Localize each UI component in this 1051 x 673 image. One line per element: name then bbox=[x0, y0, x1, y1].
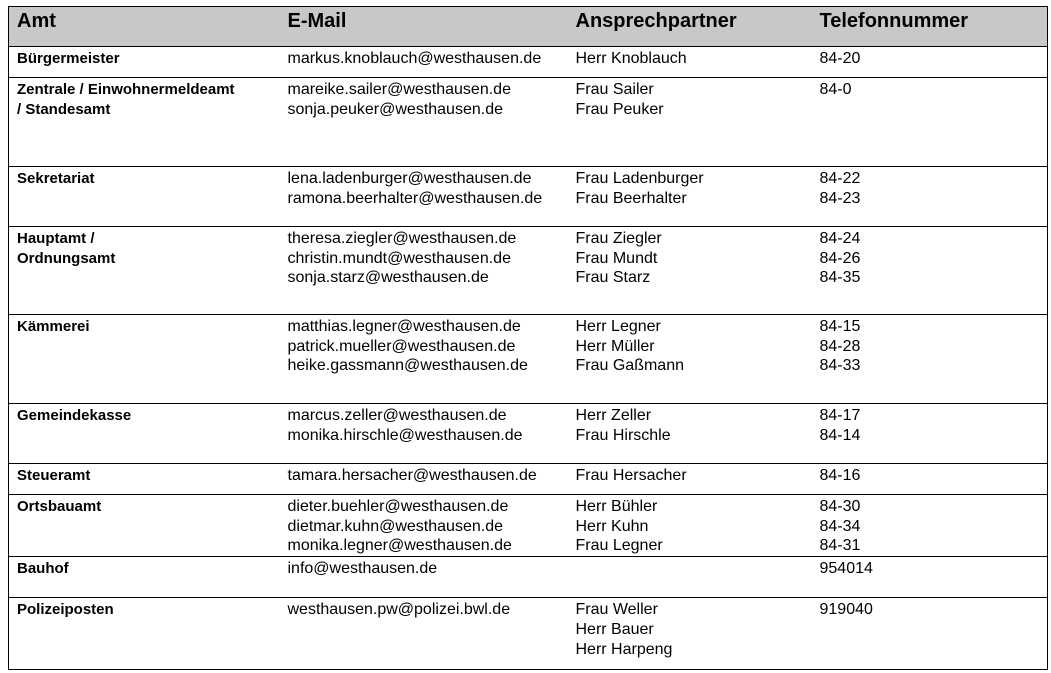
email-link[interactable]: sonja.peuker@westhausen.de bbox=[287, 100, 503, 118]
email-cell bbox=[280, 78, 568, 167]
email-link[interactable]: mareike.sailer@westhausen.de bbox=[287, 81, 511, 98]
phone-number: 84-30 bbox=[819, 498, 861, 515]
amt-line: Sekretariat bbox=[17, 170, 95, 187]
phone-cell bbox=[812, 495, 1048, 557]
amt-line: Gemeindekasse bbox=[17, 407, 132, 424]
amt-cell bbox=[9, 167, 280, 227]
contact-cell bbox=[568, 167, 812, 227]
contact-cell bbox=[568, 557, 812, 598]
phone-number: 84-26 bbox=[819, 249, 861, 267]
email-cell bbox=[280, 227, 568, 315]
contact-cell bbox=[568, 315, 812, 404]
contact-name: Herr Bühler bbox=[575, 498, 658, 515]
header-amt: Amt bbox=[9, 7, 280, 47]
amt-cell bbox=[9, 557, 280, 598]
email-cell bbox=[280, 598, 568, 670]
email-link[interactable]: marcus.zeller@westhausen.de bbox=[287, 407, 507, 424]
header-contact: Ansprechpartner bbox=[568, 7, 812, 47]
contact-cell bbox=[568, 464, 812, 495]
phone-cell bbox=[812, 315, 1048, 404]
email-link[interactable]: info@westhausen.de bbox=[287, 560, 438, 578]
email-link[interactable]: lena.ladenburger@westhausen.de bbox=[287, 170, 532, 187]
email-link[interactable]: ramona.beerhalter@westhausen.de bbox=[287, 189, 543, 207]
email-cell bbox=[280, 404, 568, 464]
contact-name: Frau Beerhalter bbox=[575, 189, 687, 207]
table-row bbox=[9, 227, 1048, 315]
contact-name: Herr Legner bbox=[575, 318, 661, 335]
table-row bbox=[9, 315, 1048, 404]
contact-cell bbox=[568, 47, 812, 78]
header-row bbox=[9, 7, 1048, 47]
email-link[interactable]: monika.hirschle@westhausen.de bbox=[287, 426, 523, 444]
contact-name: Frau Mundt bbox=[575, 249, 658, 267]
contact-name: Frau Hersacher bbox=[575, 467, 687, 484]
email-cell bbox=[280, 47, 568, 78]
email-link[interactable]: dietmar.kuhn@westhausen.de bbox=[287, 517, 503, 535]
phone-cell bbox=[812, 404, 1048, 464]
phone-number: 84-33 bbox=[819, 357, 861, 375]
email-cell bbox=[280, 557, 568, 598]
amt-cell bbox=[9, 78, 280, 167]
phone-number: 84-17 bbox=[819, 407, 861, 424]
phone-cell bbox=[812, 557, 1048, 598]
email-link[interactable]: dieter.buehler@westhausen.de bbox=[287, 498, 509, 515]
contact-name: Herr Bauer bbox=[575, 620, 654, 638]
email-cell bbox=[280, 167, 568, 227]
amt-line: Bauhof bbox=[17, 560, 69, 578]
phone-number: 919040 bbox=[819, 601, 873, 619]
amt-line: Bürgermeister bbox=[17, 50, 120, 67]
contact-name: Frau Starz bbox=[575, 269, 651, 287]
contact-cell bbox=[568, 598, 812, 670]
table-row bbox=[9, 78, 1048, 167]
table-row bbox=[9, 557, 1048, 598]
phone-cell bbox=[812, 464, 1048, 495]
phone-number: 84-20 bbox=[819, 50, 861, 67]
phone-number: 84-35 bbox=[819, 269, 861, 287]
contact-name: Frau Sailer bbox=[575, 81, 654, 98]
contact-name: Herr Kuhn bbox=[575, 517, 649, 535]
contact-name: Frau Weller bbox=[575, 601, 658, 619]
contact-name: Herr Zeller bbox=[575, 407, 652, 424]
email-cell bbox=[280, 315, 568, 404]
email-link[interactable]: patrick.mueller@westhausen.de bbox=[287, 337, 516, 355]
email-cell bbox=[280, 464, 568, 495]
phone-cell bbox=[812, 598, 1048, 670]
table-row bbox=[9, 47, 1048, 78]
table-row bbox=[9, 464, 1048, 495]
phone-number: 84-34 bbox=[819, 517, 861, 535]
phone-number: 84-28 bbox=[819, 337, 861, 355]
phone-number: 84-14 bbox=[819, 426, 861, 444]
email-link[interactable]: monika.legner@westhausen.de bbox=[287, 537, 512, 555]
table-row bbox=[9, 495, 1048, 557]
header-phone: Telefonnummer bbox=[812, 7, 1048, 47]
phone-number: 84-15 bbox=[819, 318, 861, 335]
amt-cell bbox=[9, 47, 280, 78]
contact-name: Herr Müller bbox=[575, 337, 655, 355]
contact-cell bbox=[568, 495, 812, 557]
email-link[interactable]: theresa.ziegler@westhausen.de bbox=[287, 230, 517, 247]
email-link[interactable]: markus.knoblauch@westhausen.de bbox=[287, 50, 542, 67]
header-email: E-Mail bbox=[280, 7, 568, 47]
phone-cell bbox=[812, 167, 1048, 227]
amt-cell bbox=[9, 227, 280, 315]
amt-line: / Standesamt bbox=[17, 100, 111, 118]
amt-line: Ortsbauamt bbox=[17, 498, 102, 515]
amt-cell bbox=[9, 464, 280, 495]
phone-number: 84-16 bbox=[819, 467, 861, 484]
phone-cell bbox=[812, 227, 1048, 315]
phone-number: 84-22 bbox=[819, 170, 861, 187]
contact-name: Frau Gaßmann bbox=[575, 357, 684, 375]
phone-number: 84-23 bbox=[819, 189, 861, 207]
amt-line: Steueramt bbox=[17, 467, 91, 484]
email-link[interactable]: sonja.starz@westhausen.de bbox=[287, 269, 489, 287]
contact-name: Frau Hirschle bbox=[575, 426, 671, 444]
amt-line: Hauptamt / bbox=[17, 230, 95, 247]
table-row bbox=[9, 167, 1048, 227]
phone-number: 84-0 bbox=[819, 81, 852, 98]
contact-cell bbox=[568, 78, 812, 167]
amt-cell bbox=[9, 315, 280, 404]
amt-cell bbox=[9, 495, 280, 557]
table-row bbox=[9, 404, 1048, 464]
contact-name: Frau Ladenburger bbox=[575, 170, 704, 187]
phone-cell bbox=[812, 78, 1048, 167]
contact-name: Frau Peuker bbox=[575, 100, 664, 118]
email-link[interactable]: westhausen.pw@polizei.bwl.de bbox=[287, 601, 511, 619]
contact-directory-table bbox=[8, 6, 1048, 670]
contact-cell bbox=[568, 404, 812, 464]
phone-number: 84-31 bbox=[819, 537, 861, 555]
email-cell bbox=[280, 495, 568, 557]
contact-cell bbox=[568, 227, 812, 315]
contact-name: Frau Ziegler bbox=[575, 230, 662, 247]
amt-line: Polizeiposten bbox=[17, 601, 114, 619]
amt-line: Ordnungsamt bbox=[17, 249, 116, 267]
phone-cell bbox=[812, 47, 1048, 78]
amt-cell bbox=[9, 404, 280, 464]
email-link[interactable]: tamara.hersacher@westhausen.de bbox=[287, 467, 537, 484]
amt-line: Zentrale / Einwohnermeldeamt bbox=[17, 81, 235, 98]
contact-name: Frau Legner bbox=[575, 537, 663, 555]
contact-name: Herr Harpeng bbox=[575, 640, 673, 658]
contact-name: Herr Knoblauch bbox=[575, 50, 687, 67]
email-link[interactable]: matthias.legner@westhausen.de bbox=[287, 318, 521, 335]
email-link[interactable]: christin.mundt@westhausen.de bbox=[287, 249, 511, 267]
email-link[interactable]: heike.gassmann@westhausen.de bbox=[287, 357, 528, 375]
table-row bbox=[9, 598, 1048, 670]
phone-number: 84-24 bbox=[819, 230, 861, 247]
amt-cell bbox=[9, 598, 280, 670]
amt-line: Kämmerei bbox=[17, 318, 90, 335]
phone-number: 954014 bbox=[819, 560, 873, 578]
